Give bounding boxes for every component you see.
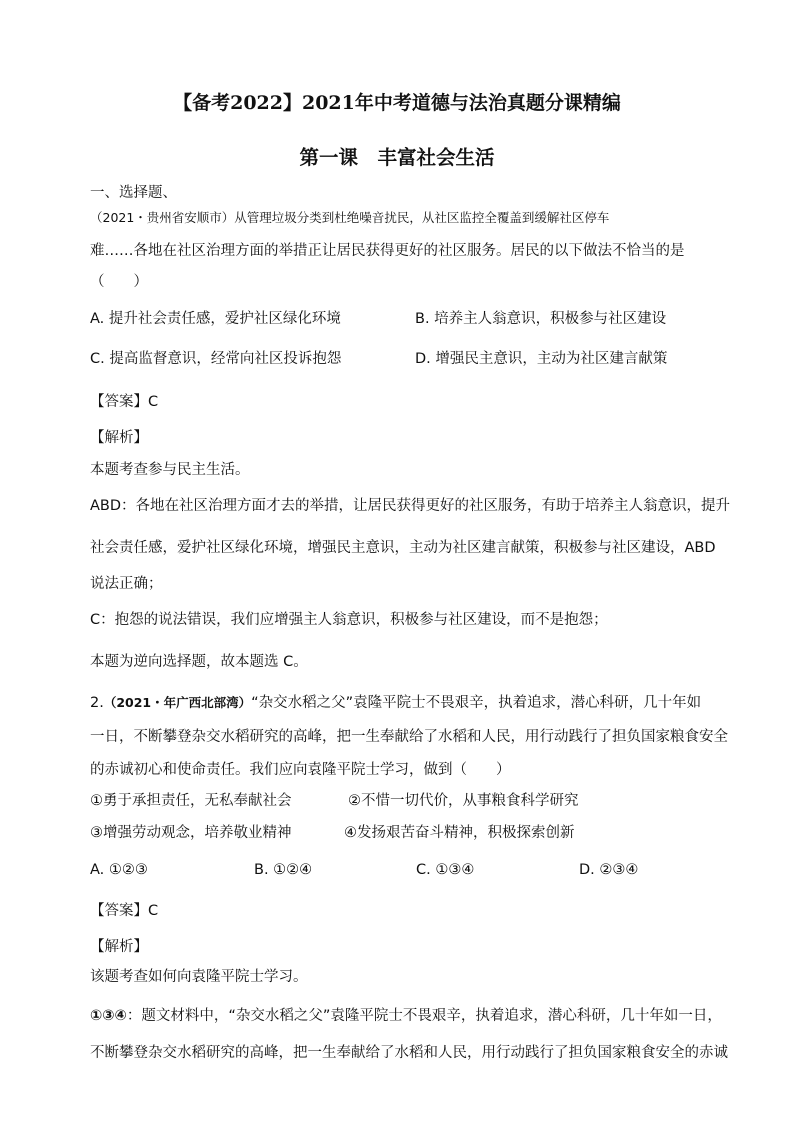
q1-analysis-line: 本题为逆向选择题，故本题选 C。 — [90, 654, 308, 670]
q2-analysis-line — [90, 1006, 722, 1026]
q2-analysis-label: 【解析】 — [90, 939, 148, 955]
q1-option-a: A. 提升社会责任感，爱护社区绿化环境 — [90, 311, 341, 327]
q2-stem-line-3: 的赤诚初心和使命责任。我们应向袁隆平院士学习，做到（ ） — [90, 762, 511, 778]
q1-analysis-line: 本题考查参与民主生活。 — [90, 462, 250, 478]
q1-option-b: B. 培养主人翁意识，积极参与社区建设 — [415, 311, 667, 327]
q1-analysis-line: 说法正确； — [90, 576, 163, 592]
q1-analysis-line: 社会责任感，爱护社区绿化环境，增强民主意识，主动为社区建言献策，积极参与社区建设，ABD — [90, 540, 716, 556]
q1-answer: 【答案】C — [90, 394, 159, 410]
q2-item-2: ②不惜一切代价，从事粮食科学研究 — [348, 793, 579, 809]
q1-analysis-label: 【解析】 — [90, 430, 148, 446]
q2-item-4: ④发扬艰苦奋斗精神，积极探索创新 — [344, 825, 575, 841]
q2-answer: 【答案】C — [90, 903, 159, 919]
q2-option-a: A. ①②③ — [90, 862, 148, 878]
q2-item-3: ③增强劳动观念，培养敬业精神 — [90, 825, 292, 841]
q2-analysis-line: 不断攀登杂交水稻研究的高峰，把一生奉献给了水稻和人民，用行动践行了担负国家粮食安全的赤诚 — [90, 1045, 728, 1061]
section-heading: 一、选择题、 — [90, 185, 177, 201]
q1-analysis-line: C：抱怨的说法错误，我们应增强主人翁意识，积极参与社区建设，而不是抱怨； — [90, 612, 608, 628]
q2-stem-line-2: 一日，不断攀登杂交水稻研究的高峰，把一生奉献给了水稻和人民，用行动践行了担负国家粮食安全 — [90, 729, 728, 745]
q2-stem-text: “杂交水稻之父”袁隆平院士不畏艰辛，执着追求，潜心科研，几十年如 — [251, 695, 702, 711]
q2-analysis-line: 该题考查如何向袁隆平院士学习。 — [90, 969, 308, 985]
q1-source-line: （2021・贵州省安顺市）从管理垃圾分类到杜绝噪音扰民，从社区监控全覆盖到缓解社区停车 — [90, 210, 610, 225]
q2-analysis-text: ：题文材料中，“杂交水稻之父”袁隆平院士不畏艰辛，执着追求，潜心科研，几十年如一日， — [126, 1008, 722, 1024]
lesson-title: 第一课 丰富社会生活 — [299, 146, 495, 169]
q1-option-d: D. 增强民主意识，主动为社区建言献策 — [415, 351, 668, 367]
q2-item-1: ①勇于承担责任，无私奉献社会 — [90, 793, 292, 809]
q2-option-c: C. ①③④ — [416, 862, 475, 878]
q2-option-d: D. ②③④ — [579, 862, 639, 878]
q2-number: 2. — [90, 695, 104, 711]
q2-source: （2021・年广西北部湾） — [103, 695, 252, 710]
q1-answer-parentheses: （ ） — [90, 274, 148, 290]
q2-option-b: B. ①②④ — [254, 862, 313, 878]
q2-analysis-lead: ①③④ — [90, 1008, 127, 1024]
q2-stem-line-1 — [90, 693, 701, 713]
q1-stem-line: 难……各地在社区治理方面的举措正让居民获得更好的社区服务。居民的以下做法不恰当的是 — [90, 243, 685, 259]
q1-analysis-line: ABD：各地在社区治理方面才去的举措，让居民获得更好的社区服务，有助于培养主人翁意识，提升 — [90, 498, 731, 514]
document-title: 【备考2022】2021年中考道德与法治真题分课精编 — [173, 92, 621, 114]
q1-option-c: C. 提高监督意识，经常向社区投诉抱怨 — [90, 351, 342, 367]
